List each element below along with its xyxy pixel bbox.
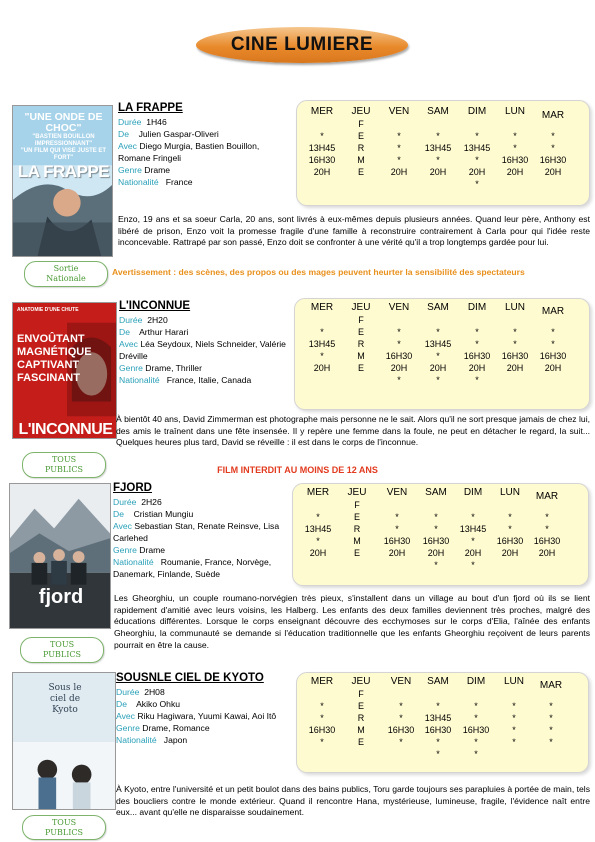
- schedule-slot: *: [320, 737, 324, 747]
- schedule-slot: E: [357, 167, 364, 177]
- schedule-slot: E: [353, 548, 360, 558]
- value-de: Arthur Harari: [139, 327, 189, 337]
- film-synopsis: À bientôt 40 ans, David Zimmerman est photographe mais personne ne le sait. Alors qu'il ne sort presque jamais de chez lui, des amis le traînent dans une fête insensée. Il y repère une femme dans la foule, ne peut en détacher le regard, la suit... Quelques heures plus tard, David se réveille : il est dans le corps de l'inconnue.: [116, 414, 590, 448]
- schedule-slot: *: [551, 131, 555, 141]
- value-de: Akiko Ohku: [136, 699, 181, 709]
- schedule-slot: 13H45: [424, 339, 452, 349]
- value-avec: Léa Seydoux, Niels Schneider, Valérie Dréville: [119, 339, 286, 361]
- schedule-slot: 16H30: [496, 536, 524, 546]
- film-title: LA FRAPPE: [118, 102, 183, 114]
- label-avec: Avec: [118, 141, 137, 151]
- schedule-slot: *: [395, 512, 399, 522]
- schedule-slot: *: [316, 536, 320, 546]
- schedule-slot: 16H30: [424, 725, 452, 735]
- schedule-day-label: JEU: [347, 487, 367, 498]
- schedule-slot: 16H30: [422, 536, 450, 546]
- label-genre: Genre: [113, 545, 137, 555]
- film-title: SOUSNLE CIEL DE KYOTO: [116, 672, 264, 684]
- schedule-slot: *: [508, 524, 512, 534]
- label-avec: Avec: [116, 711, 135, 721]
- poster-kyoto-title: Sous le ciel de Kyoto: [48, 683, 82, 715]
- schedule-slot: 20H: [429, 363, 447, 373]
- schedule-slot: *: [399, 701, 403, 711]
- schedule-slot: 16H30: [308, 155, 336, 165]
- schedule-slot: 20H: [506, 363, 524, 373]
- audience-tag: [22, 815, 106, 840]
- label-de: De: [118, 129, 129, 139]
- schedule-day-label: MAR: [539, 680, 563, 691]
- value-nationalite: France: [165, 177, 193, 187]
- value-nationalite: Japon: [163, 735, 188, 745]
- label-avec: Avec: [119, 339, 138, 349]
- schedule-slot: E: [353, 512, 360, 522]
- poster-l-inconnue-line-3: CAPTIVANT: [17, 359, 80, 371]
- schedule-slot: *: [436, 131, 440, 141]
- audience-tag-line-2: PUBLICS: [43, 650, 81, 659]
- poster-l-inconnue-line-4: FASCINANT: [17, 372, 80, 384]
- schedule-slot: *: [395, 524, 399, 534]
- poster-l-inconnue-line-2: MAGNÉTIQUE: [17, 346, 92, 358]
- schedule-slot: *: [434, 524, 438, 534]
- film-title: L'INCONNUE: [119, 300, 191, 312]
- audience-tag-line-2: Nationale: [46, 274, 86, 283]
- label-nationalite: Nationalité: [119, 375, 160, 385]
- poster-la-frappe-title: LA FRAPPE: [17, 162, 110, 181]
- value-nationalite: Roumanie, France, Norvège, Danemark, Finlande, Suède: [113, 557, 272, 579]
- schedule-slot: F: [354, 500, 360, 510]
- value-de: Cristian Mungiu: [133, 509, 194, 519]
- schedule-slot: 20H: [313, 167, 331, 177]
- schedule-slot: *: [551, 143, 555, 153]
- schedule-day-sam: [418, 676, 458, 760]
- poster-kyoto: [12, 672, 116, 810]
- schedule-day-dim: [456, 676, 496, 760]
- schedule-slot: 13H45: [424, 713, 452, 723]
- schedule-slot: *: [436, 375, 440, 385]
- schedule-slot: *: [475, 155, 479, 165]
- schedule-day-jeu: [341, 676, 381, 748]
- schedule-day-label: DIM: [463, 487, 483, 498]
- schedule-slot: E: [357, 737, 364, 747]
- schedule-slot: M: [353, 536, 361, 546]
- schedule-slot: *: [475, 131, 479, 141]
- schedule-slot: *: [397, 155, 401, 165]
- schedule-slot: 16H30: [385, 351, 413, 361]
- schedule-day-label: LUN: [504, 302, 525, 313]
- label-avec: Avec: [113, 521, 132, 531]
- schedule-slot: *: [474, 713, 478, 723]
- schedule-slot: *: [320, 327, 324, 337]
- schedule-slot: 20H: [544, 167, 562, 177]
- schedule-day-label: MER: [310, 302, 334, 313]
- schedule-day-label: SAM: [427, 106, 449, 117]
- schedule-day-label: LUN: [504, 106, 525, 117]
- schedule-slot: *: [471, 512, 475, 522]
- schedule-day-label: SAM: [427, 302, 449, 313]
- schedule-slot: *: [512, 737, 516, 747]
- schedule-slot: *: [436, 327, 440, 337]
- schedule-slot: *: [399, 713, 403, 723]
- schedule-slot: F: [358, 315, 364, 325]
- schedule-slot: *: [397, 131, 401, 141]
- audience-tag-line-2: PUBLICS: [45, 465, 83, 474]
- value-duree: 2H20: [147, 315, 168, 325]
- schedule-slot: R: [357, 143, 365, 153]
- label-nationalite: Nationalité: [116, 735, 157, 745]
- poster-la-frappe-quote-3: "UN FILM QUI VISE JUSTE ET FORT": [20, 148, 107, 161]
- schedule-slot: 16H30: [383, 536, 411, 546]
- schedule-slot: *: [397, 327, 401, 337]
- schedule-slot: *: [397, 143, 401, 153]
- schedule-slot: *: [513, 339, 517, 349]
- schedule-day-label: MAR: [535, 491, 559, 502]
- schedule-slot: R: [357, 713, 365, 723]
- label-de: De: [113, 509, 124, 519]
- schedule-slot: 20H: [464, 548, 482, 558]
- schedule-slot: *: [474, 737, 478, 747]
- schedule-day-label: SAM: [427, 676, 449, 687]
- schedule-slot: 16H30: [501, 351, 529, 361]
- schedule-slot: *: [474, 749, 478, 759]
- value-duree: 1H46: [146, 117, 167, 127]
- label-duree: Durée: [119, 315, 143, 325]
- schedule-slot: *: [475, 375, 479, 385]
- schedule-slot: *: [320, 351, 324, 361]
- schedule-slot: *: [549, 737, 553, 747]
- schedule-slot: 16H30: [463, 351, 491, 361]
- audience-tag-line-1: TOUS: [49, 640, 75, 649]
- schedule-slot: 16H30: [387, 725, 415, 735]
- audience-tag-line-1: TOUS: [51, 455, 77, 464]
- schedule-slot: 20H: [390, 167, 408, 177]
- label-de: De: [116, 699, 127, 709]
- schedule-slot: *: [475, 339, 479, 349]
- schedule-slot: *: [320, 131, 324, 141]
- schedule-slot: *: [512, 713, 516, 723]
- schedule-slot: R: [357, 339, 365, 349]
- schedule-day-label: SAM: [425, 487, 447, 498]
- label-genre: Genre: [118, 165, 142, 175]
- value-de: Julien Gaspar-Oliveri: [138, 129, 219, 139]
- schedule-day-label: MER: [310, 106, 334, 117]
- schedule-slot: *: [320, 713, 324, 723]
- label-de: De: [119, 327, 130, 337]
- schedule-day-label: VEN: [388, 302, 410, 313]
- schedule-slot: *: [549, 725, 553, 735]
- schedule-slot: *: [545, 512, 549, 522]
- schedule-day-ven: [381, 676, 421, 748]
- audience-tag-line-1: Sortie: [53, 264, 79, 273]
- value-duree: 2H08: [144, 687, 165, 697]
- schedule-day-label: VEN: [388, 106, 410, 117]
- schedule-day-label: VEN: [390, 676, 412, 687]
- schedule-slot: 13H45: [459, 524, 487, 534]
- schedule-slot: *: [436, 749, 440, 759]
- schedule-slot: *: [551, 339, 555, 349]
- schedule-slot: 20H: [538, 548, 556, 558]
- schedule-slot: *: [471, 560, 475, 570]
- schedule-day-label: LUN: [499, 487, 520, 498]
- label-duree: Durée: [113, 497, 137, 507]
- schedule-day-label: MER: [310, 676, 334, 687]
- poster-l-inconnue-title: L'INCONNUE: [18, 421, 113, 438]
- schedule-slot: *: [508, 512, 512, 522]
- schedule-slot: *: [549, 701, 553, 711]
- schedule-slot: 16H30: [501, 155, 529, 165]
- schedule-slot: *: [397, 375, 401, 385]
- label-genre: Genre: [116, 723, 140, 733]
- film-warning: Avertissement : des scènes, des propos ou des mages peuvent heurter la sensibilité des spectateurs: [112, 267, 525, 277]
- age-restriction: FILM INTERDIT AU MOINS DE 12 ANS: [217, 465, 378, 475]
- schedule-slot: *: [436, 701, 440, 711]
- film-synopsis: Enzo, 19 ans et sa soeur Carla, 20 ans, sont livrés à eux-mêmes depuis plusieurs années. Quand leur père, Anthony est libéré de prison, Enzo voit la promesse fragile d'une famille à reconstruire contrairement à Carla pour qui l'idée reste inconcevable. Rattrapé par son passé, Enzo doit se confronter à une vérité qu'il a trop longtemps gardée pour lui.: [118, 214, 590, 248]
- schedule-slot: *: [434, 560, 438, 570]
- poster-fjord-title: fjord: [38, 586, 84, 608]
- schedule-slot: *: [434, 512, 438, 522]
- schedule-slot: 20H: [309, 548, 327, 558]
- schedule-slot: *: [436, 351, 440, 361]
- schedule-day-label: DIM: [467, 106, 487, 117]
- schedule-slot: 13H45: [308, 143, 336, 153]
- film-synopsis: Les Gheorghiu, un couple roumano-norvégien très pieux, s'installent dans un village au bout d'un fjord où ils se lient rapidement d'amitié avec leurs voisins, les Halberg. Les enfants des deux familles deviennent très proches, malgré des éducations différentes. Lorsque le corps enseignant découvre des ecchymoses sur le corps d'Elia, l'aînée des enfants Gheorghiu, la communauté se demande si l'éducation traditionnelle que les enfants Gheorghiu reçoivent de leurs parents pourrait en être la cause.: [114, 593, 590, 650]
- schedule-slot: R: [353, 524, 361, 534]
- schedule-slot: 20H: [427, 548, 445, 558]
- schedule-slot: F: [358, 689, 364, 699]
- schedule-day-label: MAR: [541, 110, 565, 121]
- schedule-slot: 20H: [388, 548, 406, 558]
- cinema-title: CINE LUMIERE: [230, 34, 374, 55]
- schedule-slot: 16H30: [539, 351, 567, 361]
- label-duree: Durée: [116, 687, 140, 697]
- label-nationalite: Nationalité: [118, 177, 159, 187]
- label-duree: Durée: [118, 117, 142, 127]
- schedule-slot: 13H45: [463, 143, 491, 153]
- value-nationalite: France, Italie, Canada: [166, 375, 252, 385]
- schedule-slot: *: [471, 536, 475, 546]
- schedule-day-label: MER: [306, 487, 330, 498]
- schedule-day-mer: [302, 676, 342, 748]
- value-genre: Drame, Romance: [142, 723, 210, 733]
- schedule-slot: *: [475, 179, 479, 189]
- schedule-day-label: LUN: [503, 676, 524, 687]
- schedule-slot: 16H30: [533, 536, 561, 546]
- schedule-day-lun: [494, 676, 534, 748]
- schedule-day-label: DIM: [467, 302, 487, 313]
- schedule-slot: 20H: [544, 363, 562, 373]
- film-info: [116, 686, 288, 746]
- schedule-slot: *: [399, 737, 403, 747]
- schedule-slot: 16H30: [462, 725, 490, 735]
- schedule-slot: *: [549, 713, 553, 723]
- poster-la-frappe-quote-2: "BASTIEN BOUILLON IMPRESSIONNANT": [32, 134, 95, 147]
- value-genre: Drame, Thriller: [145, 363, 202, 373]
- poster-l-inconnue-line-0: ANATOMIE D'UNE CHUTE: [17, 307, 79, 313]
- schedule-day-label: VEN: [386, 487, 408, 498]
- schedule-slot: *: [513, 131, 517, 141]
- schedule-day-label: MAR: [541, 306, 565, 317]
- value-genre: Drame: [139, 545, 166, 555]
- schedule-slot: M: [357, 155, 365, 165]
- schedule-slot: *: [474, 701, 478, 711]
- schedule-slot: *: [436, 155, 440, 165]
- audience-tag-line-1: TOUS: [51, 817, 77, 827]
- schedule-slot: 13H45: [424, 143, 452, 153]
- schedule-slot: *: [551, 327, 555, 337]
- schedule-slot: *: [316, 512, 320, 522]
- poster-l-inconnue-line-1: ENVOÛTANT: [17, 333, 85, 345]
- film-synopsis: À Kyoto, entre l'université et un petit boulot dans des bains publics, Toru garde toujours ses parapluies à portée de main, tels des boucliers contre le monde extérieur. Quand il rencontre Hana, mystérieuse, lumineuse, fragile, l'évidence naît entre eux... avant qu'elle ne disparaisse soudainement.: [116, 784, 590, 818]
- schedule-slot: F: [358, 119, 364, 129]
- schedule-day-mar: [531, 676, 571, 748]
- schedule-day-label: JEU: [351, 302, 371, 313]
- value-genre: Drame: [144, 165, 171, 175]
- audience-tag-line-2: PUBLICS: [45, 827, 83, 837]
- schedule-slot: 20H: [501, 548, 519, 558]
- schedule-slot: *: [475, 327, 479, 337]
- schedule-slot: M: [357, 725, 365, 735]
- schedule-slot: E: [357, 327, 364, 337]
- schedule-slot: *: [320, 701, 324, 711]
- schedule-slot: 16H30: [308, 725, 336, 735]
- value-duree: 2H26: [141, 497, 162, 507]
- schedule-slot: *: [397, 339, 401, 349]
- schedule-slot: 20H: [390, 363, 408, 373]
- schedule-slot: 16H30: [539, 155, 567, 165]
- schedule-day-label: JEU: [351, 676, 371, 687]
- schedule-slot: *: [512, 701, 516, 711]
- schedule-slot: E: [357, 131, 364, 141]
- schedule-slot: M: [357, 351, 365, 361]
- schedule-slot: E: [357, 701, 364, 711]
- value-avec: Diego Murgia, Bastien Bouillon, Romane Fringeli: [118, 141, 260, 163]
- schedule-slot: 20H: [468, 167, 486, 177]
- schedule-slot: 13H45: [308, 339, 336, 349]
- schedule-slot: 20H: [468, 363, 486, 373]
- schedule-slot: *: [545, 524, 549, 534]
- schedule-slot: *: [436, 737, 440, 747]
- schedule-slot: E: [357, 363, 364, 373]
- label-genre: Genre: [119, 363, 143, 373]
- schedule-slot: 13H45: [304, 524, 332, 534]
- schedule-slot: 20H: [313, 363, 331, 373]
- schedule-slot: *: [513, 143, 517, 153]
- schedule-day-label: JEU: [351, 106, 371, 117]
- poster-la-frappe-quote-1: "UNE ONDE DE CHOC": [24, 111, 103, 134]
- value-avec: Riku Hagiwara, Yuumi Kawai, Aoi Itô: [137, 711, 277, 721]
- schedule-slot: *: [513, 327, 517, 337]
- film-title: FJORD: [113, 482, 152, 494]
- schedule-slot: 20H: [429, 167, 447, 177]
- schedule-slot: 20H: [506, 167, 524, 177]
- label-nationalite: Nationalité: [113, 557, 154, 567]
- schedule-day-label: DIM: [466, 676, 486, 687]
- value-avec: Sebastian Stan, Renate Reinsve, Lisa Carlehed: [113, 521, 280, 543]
- schedule-slot: *: [512, 725, 516, 735]
